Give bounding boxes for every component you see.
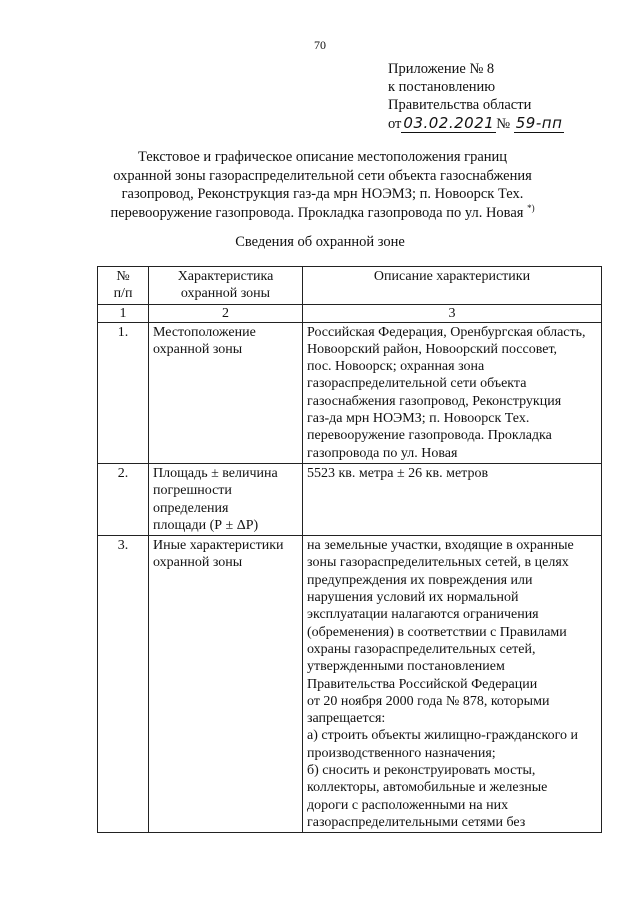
description-line: а) строить объекты жилищно-гражданского и bbox=[307, 728, 578, 744]
characteristic-line: Площадь ± величина bbox=[153, 465, 278, 481]
description-line: газопровода по ул. Новая bbox=[307, 445, 458, 461]
appendix-line-3: Правительства области bbox=[388, 97, 532, 113]
page-number: 70 bbox=[314, 38, 326, 52]
appendix-from-prefix: от bbox=[388, 116, 402, 132]
column-number-row bbox=[98, 304, 602, 322]
column-number: 3 bbox=[303, 304, 602, 322]
row-description bbox=[303, 463, 602, 535]
description-line: на земельные участки, входящие в охранные bbox=[307, 538, 574, 554]
table-row bbox=[98, 463, 602, 535]
description-line: б) сносить и реконструировать мосты, bbox=[307, 763, 536, 779]
header-description: Описание характеристики bbox=[303, 267, 602, 305]
title-line-2: охранной зоны газораспределительной сети объекта газоснабжения bbox=[113, 167, 532, 184]
description-line: нарушения условий их нормальной bbox=[307, 590, 519, 606]
description-line: запрещается: bbox=[307, 711, 386, 727]
appendix-line-1: Приложение № 8 bbox=[388, 61, 495, 77]
header-characteristic: Характеристика охранной зоны bbox=[149, 267, 303, 305]
appendix-number-sign: № bbox=[496, 116, 511, 132]
row-description bbox=[303, 536, 602, 833]
characteristic-line: охранной зоны bbox=[153, 555, 243, 571]
characteristic-line: Местоположение bbox=[153, 324, 256, 340]
description-line: (обременения) в соответствии с Правилами bbox=[307, 624, 567, 640]
description-line: пос. Новоорск; охранная зона bbox=[307, 359, 485, 375]
description-line: зоны газораспределительных сетей, в целях bbox=[307, 555, 569, 571]
section-title: Сведения об охранной зоне bbox=[235, 234, 405, 250]
description-line: дороги с расположенными на них bbox=[307, 797, 509, 813]
description-line: газораспределительными сетями без bbox=[307, 814, 526, 830]
row-characteristic bbox=[149, 536, 303, 833]
description-line: перевооружение газопровода. Прокладка bbox=[307, 428, 552, 444]
description-line: Российская Федерация, Оренбургская область, bbox=[307, 324, 586, 340]
description-line: Правительства Российской Федерации bbox=[307, 676, 538, 692]
description-line: газораспределительной сети объекта bbox=[307, 376, 527, 392]
appendix-date: 03.02.2021 bbox=[403, 114, 495, 132]
column-number: 2 bbox=[149, 304, 303, 322]
description-line: охраны газораспределительных сетей, bbox=[307, 641, 536, 657]
table-row bbox=[98, 536, 602, 833]
characteristic-line: Иные характеристики bbox=[153, 538, 284, 554]
row-characteristic bbox=[149, 322, 303, 463]
description-line: от 20 ноября 2000 года № 878, которыми bbox=[307, 693, 550, 709]
header-num: № п/п bbox=[98, 267, 149, 305]
description-line: газоснабжения газопровод, Реконструкция bbox=[307, 393, 562, 409]
row-number: 2. bbox=[98, 463, 149, 535]
description-line: утвержденными постановлением bbox=[307, 659, 505, 675]
column-number: 1 bbox=[98, 304, 149, 322]
row-characteristic bbox=[149, 463, 303, 535]
appendix-number: 59-пп bbox=[515, 114, 563, 132]
description-line: производственного назначения; bbox=[307, 745, 496, 761]
table-header-row bbox=[98, 267, 602, 305]
footnote-mark: *) bbox=[527, 202, 535, 213]
description-line: предупреждения их повреждения или bbox=[307, 572, 533, 588]
characteristic-line: погрешности bbox=[153, 483, 232, 499]
table-rows bbox=[98, 322, 602, 833]
description-line: 5523 кв. метра ± 26 кв. метров bbox=[307, 465, 489, 481]
description-line: коллекторы, автомобильные и железные bbox=[307, 780, 548, 796]
title-line-4-text: перевооружение газопровода. Прокладка газопровода по ул. Новая bbox=[110, 204, 524, 221]
title-line-4 bbox=[95, 204, 550, 223]
description-line: эксплуатации налагаются ограничения bbox=[307, 607, 539, 623]
zone-info-table bbox=[97, 266, 602, 833]
description-line: газ-да мрн НОЭМЗ; п. Новоорск Тех. bbox=[307, 411, 530, 427]
appendix-block bbox=[388, 60, 564, 133]
characteristic-line: площади (Р ± ΔР) bbox=[153, 517, 259, 533]
title-line-3: газопровод, Реконструкция газ-да мрн НОЭМЗ; п. Новоорск Тех. bbox=[121, 186, 524, 202]
characteristic-line: определения bbox=[153, 500, 229, 516]
row-number: 3. bbox=[98, 536, 149, 833]
characteristic-line: охранной зоны bbox=[153, 341, 243, 357]
document-title bbox=[95, 148, 550, 222]
appendix-date-line bbox=[388, 114, 564, 133]
appendix-line-2: к постановлению bbox=[388, 79, 496, 95]
description-line: Новоорский район, Новоорский поссовет, bbox=[307, 341, 558, 357]
row-number: 1. bbox=[98, 322, 149, 463]
table-row bbox=[98, 322, 602, 463]
title-line-1: Текстовое и графическое описание местоположения границ bbox=[137, 149, 508, 165]
row-description bbox=[303, 322, 602, 463]
